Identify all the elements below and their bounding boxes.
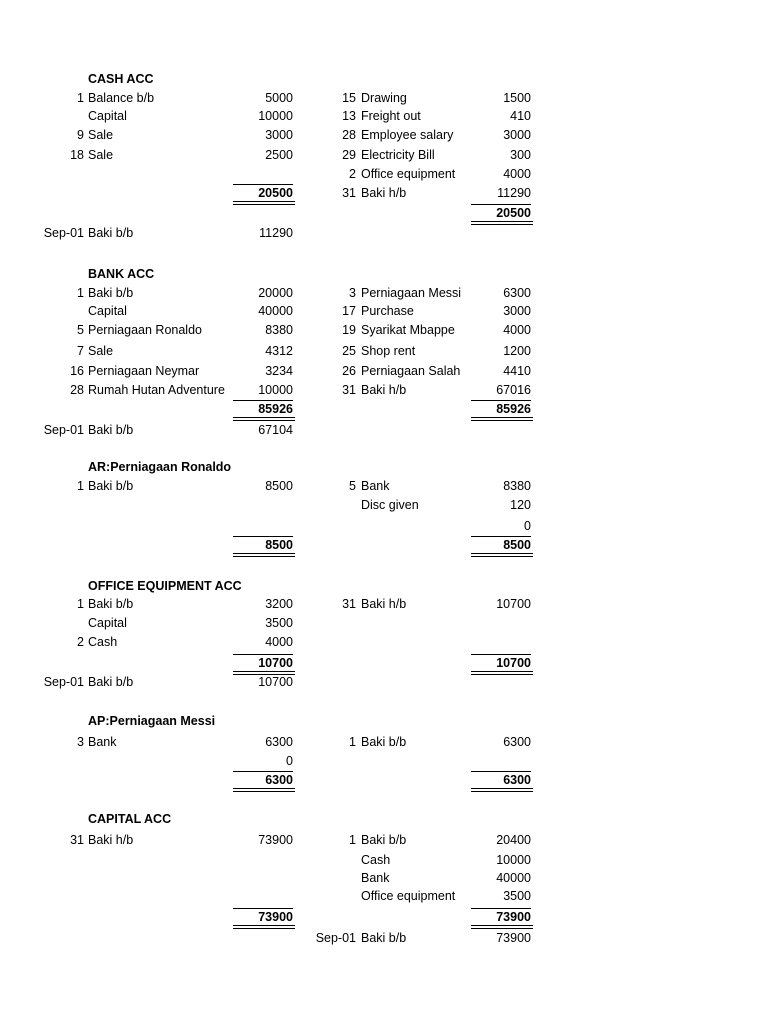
credit-desc: Syarikat Mbappe — [361, 323, 455, 337]
credit-desc: Baki h/b — [361, 383, 407, 397]
credit-desc: Bank — [361, 479, 390, 493]
debit-day: 7 — [77, 344, 84, 358]
credit-desc: Bank — [361, 871, 390, 885]
debit-day: 9 — [77, 128, 84, 142]
total-row — [0, 536, 768, 554]
credit-desc: Shop rent — [361, 344, 416, 358]
debit-desc: Capital — [88, 304, 127, 318]
debit-amount: 8380 — [265, 323, 293, 337]
debit-total: 6300 — [233, 771, 293, 788]
credit-desc: Baki h/b — [361, 597, 407, 611]
debit-desc: Balance b/b — [88, 91, 155, 105]
credit-day: 2 — [349, 167, 356, 181]
debit-total: 85926 — [233, 400, 293, 417]
credit-amount: 10700 — [496, 597, 531, 611]
ledger-row — [0, 752, 768, 770]
debit-amount: 4000 — [265, 635, 293, 649]
credit-amount: 6300 — [503, 735, 531, 749]
debit-amount: 2500 — [265, 148, 293, 162]
credit-desc: Freight out — [361, 109, 421, 123]
account-title-text: CAPITAL ACC — [88, 812, 172, 826]
total-row — [0, 204, 768, 222]
ledger-row — [0, 342, 768, 360]
bd-amount: 67104 — [258, 423, 293, 437]
credit-amount: 3000 — [503, 128, 531, 142]
credit-total: 8500 — [471, 536, 531, 553]
balance-bd-row — [0, 929, 768, 947]
credit-amount: 0 — [524, 519, 531, 533]
ledger-row — [0, 146, 768, 164]
account-title — [0, 810, 768, 828]
debit-desc: Baki b/b — [88, 286, 134, 300]
debit-amount: 3500 — [265, 616, 293, 630]
account-title — [0, 712, 768, 730]
debit-day: 2 — [77, 635, 84, 649]
credit-amount: 4410 — [503, 364, 531, 378]
debit-desc: Baki b/b — [88, 479, 134, 493]
ledger-row — [0, 614, 768, 632]
debit-amount: 3234 — [265, 364, 293, 378]
debit-amount: 0 — [286, 754, 293, 768]
double-underline — [471, 788, 533, 792]
ledger-row — [0, 496, 768, 514]
account-title — [0, 577, 768, 595]
ledger-row — [0, 284, 768, 302]
credit-amount: 20400 — [496, 833, 531, 847]
debit-desc: Cash — [88, 635, 118, 649]
debit-desc: Perniagaan Neymar — [88, 364, 200, 378]
bd-date: Sep-01 — [43, 675, 84, 689]
account-title — [0, 70, 768, 88]
ledger-row — [0, 381, 768, 399]
bd-date: Sep-01 — [315, 931, 356, 945]
debit-day: 1 — [77, 286, 84, 300]
credit-desc: Baki h/b — [361, 186, 407, 200]
total-row — [0, 654, 768, 672]
credit-day: 17 — [342, 304, 356, 318]
credit-day: 5 — [349, 479, 356, 493]
credit-desc: Office equipment — [361, 167, 456, 181]
debit-day: 3 — [77, 735, 84, 749]
credit-amount: 3000 — [503, 304, 531, 318]
total-row — [0, 771, 768, 789]
bd-amount: 11290 — [259, 226, 293, 240]
credit-amount: 6300 — [503, 286, 531, 300]
bd-desc: Baki b/b — [361, 931, 407, 945]
account-title-text: CASH ACC — [88, 72, 154, 86]
debit-desc: Baki b/b — [88, 597, 134, 611]
account-title-text: AP:Perniagaan Messi — [88, 714, 216, 728]
bd-desc: Baki b/b — [88, 423, 134, 437]
credit-total: 73900 — [471, 908, 531, 925]
ledger-row — [0, 517, 768, 535]
credit-desc: Perniagaan Salah — [361, 364, 461, 378]
debit-amount: 6300 — [265, 735, 293, 749]
ledger-row — [0, 165, 768, 183]
credit-desc: Baki b/b — [361, 735, 407, 749]
debit-day: 5 — [77, 323, 84, 337]
debit-day: 28 — [70, 383, 84, 397]
credit-desc: Employee salary — [361, 128, 454, 142]
ledger-row — [0, 107, 768, 125]
debit-day: 1 — [77, 91, 84, 105]
credit-day: 19 — [342, 323, 356, 337]
credit-total: 20500 — [471, 204, 531, 221]
credit-day: 28 — [342, 128, 356, 142]
credit-total: 85926 — [471, 400, 531, 417]
credit-amount: 10000 — [496, 853, 531, 867]
debit-amount: 4312 — [265, 344, 293, 358]
debit-desc: Sale — [88, 344, 114, 358]
debit-amount: 73900 — [258, 833, 293, 847]
credit-amount: 11290 — [497, 186, 531, 200]
credit-day: 29 — [342, 148, 356, 162]
bd-amount: 10700 — [258, 675, 293, 689]
ledger-row — [0, 184, 768, 202]
debit-total: 20500 — [233, 184, 293, 201]
credit-amount: 1200 — [503, 344, 531, 358]
debit-day: 1 — [77, 479, 84, 493]
account-title-text: AR:Perniagaan Ronaldo — [88, 460, 232, 474]
credit-desc: Drawing — [361, 91, 407, 105]
credit-day: 1 — [349, 833, 356, 847]
debit-amount: 5000 — [265, 91, 293, 105]
debit-total: 10700 — [233, 654, 293, 671]
credit-amount: 67016 — [496, 383, 531, 397]
credit-total: 10700 — [471, 654, 531, 671]
credit-day: 13 — [342, 109, 356, 123]
debit-desc: Sale — [88, 128, 114, 142]
credit-desc: Office equipment — [361, 889, 456, 903]
credit-amount: 120 — [510, 498, 531, 512]
credit-desc: Cash — [361, 853, 391, 867]
credit-amount: 300 — [510, 148, 531, 162]
debit-desc: Capital — [88, 109, 127, 123]
credit-day: 3 — [349, 286, 356, 300]
bd-desc: Baki b/b — [88, 226, 134, 240]
account-title-text: OFFICE EQUIPMENT ACC — [88, 579, 242, 593]
credit-day: 25 — [342, 344, 356, 358]
debit-desc: Sale — [88, 148, 114, 162]
ledger-row — [0, 831, 768, 849]
debit-day: 18 — [70, 148, 84, 162]
credit-amount: 1500 — [503, 91, 531, 105]
debit-total: 8500 — [233, 536, 293, 553]
credit-amount: 410 — [510, 109, 531, 123]
credit-amount: 4000 — [503, 323, 531, 337]
credit-day: 31 — [342, 186, 356, 200]
ledger-row — [0, 89, 768, 107]
double-underline — [233, 553, 295, 557]
credit-day: 31 — [342, 383, 356, 397]
debit-amount: 20000 — [258, 286, 293, 300]
debit-amount: 10000 — [258, 383, 293, 397]
credit-day: 31 — [342, 597, 356, 611]
bd-desc: Baki b/b — [88, 675, 134, 689]
ledger-row — [0, 302, 768, 320]
bd-amount: 73900 — [496, 931, 531, 945]
credit-desc: Perniagaan Messi — [361, 286, 462, 300]
ledger-row — [0, 851, 768, 869]
ledger-row — [0, 321, 768, 339]
ledger-row — [0, 869, 768, 887]
debit-amount: 3200 — [265, 597, 293, 611]
debit-day: 1 — [77, 597, 84, 611]
credit-desc: Electricity Bill — [361, 148, 435, 162]
ledger-row — [0, 887, 768, 905]
credit-day: 26 — [342, 364, 356, 378]
credit-day: 15 — [342, 91, 356, 105]
balance-bd-row — [0, 673, 768, 691]
ledger-row — [0, 633, 768, 651]
ledger-row — [0, 126, 768, 144]
account-title — [0, 458, 768, 476]
credit-day: 1 — [349, 735, 356, 749]
account-title-text: BANK ACC — [88, 267, 155, 281]
debit-amount: 3000 — [265, 128, 293, 142]
double-underline — [471, 553, 533, 557]
credit-desc: Disc given — [361, 498, 419, 512]
debit-amount: 10000 — [258, 109, 293, 123]
double-underline — [233, 788, 295, 792]
credit-desc: Purchase — [361, 304, 414, 318]
credit-amount: 4000 — [503, 167, 531, 181]
debit-desc: Bank — [88, 735, 117, 749]
credit-desc: Baki b/b — [361, 833, 407, 847]
bd-date: Sep-01 — [43, 226, 84, 240]
credit-total: 6300 — [471, 771, 531, 788]
total-row — [0, 908, 768, 926]
debit-desc: Rumah Hutan Adventure — [88, 383, 225, 397]
balance-bd-row — [0, 224, 768, 242]
ledger-row — [0, 362, 768, 380]
debit-amount: 8500 — [265, 479, 293, 493]
ledger-row — [0, 477, 768, 495]
debit-desc: Perniagaan Ronaldo — [88, 323, 202, 337]
ledger-row — [0, 733, 768, 751]
debit-total: 73900 — [233, 908, 293, 925]
ledger-row — [0, 595, 768, 613]
debit-day: 16 — [70, 364, 84, 378]
account-title — [0, 265, 768, 283]
debit-day: 31 — [70, 833, 84, 847]
credit-amount: 40000 — [496, 871, 531, 885]
balance-bd-row — [0, 421, 768, 439]
credit-amount: 8380 — [503, 479, 531, 493]
credit-amount: 3500 — [503, 889, 531, 903]
total-row — [0, 400, 768, 418]
debit-desc: Capital — [88, 616, 127, 630]
bd-date: Sep-01 — [43, 423, 84, 437]
debit-amount: 40000 — [258, 304, 293, 318]
debit-desc: Baki h/b — [88, 833, 134, 847]
